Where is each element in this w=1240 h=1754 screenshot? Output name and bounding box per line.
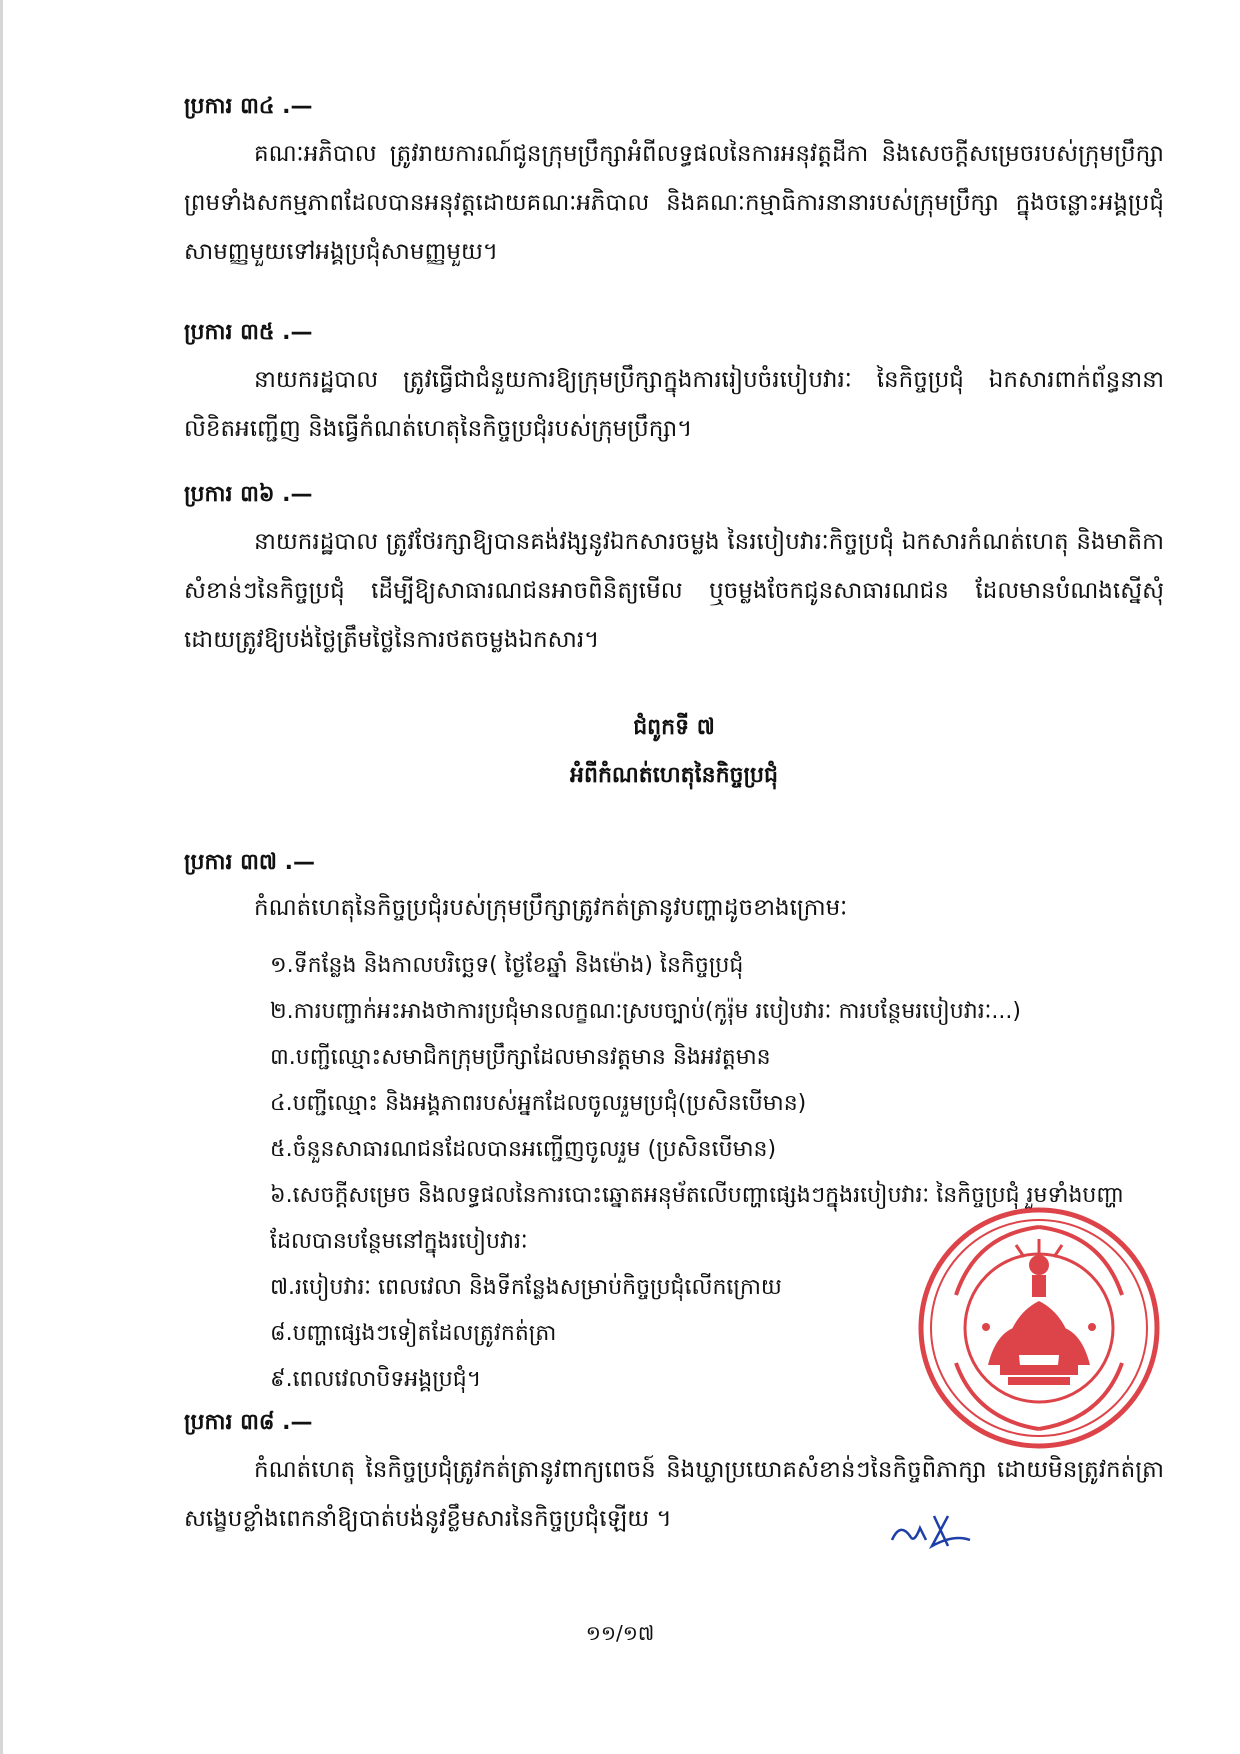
article-body: កំណត់ហេតុ នៃកិច្ចប្រជុំត្រូវកត់ត្រានូវពាក្យពេចន៍ និងឃ្លាប្រយោគសំខាន់ៗនៃកិច្ចពិភាក្សា ដោយមិនត្រូវកត់ត្រាសង្ខេបខ្លាំងពេកនាំឱ្យបាត់បង់នូវខ្លឹមសារនៃកិច្ចប្រជុំឡើយ ។ [184, 1457, 1164, 1532]
official-seal-icon [916, 1205, 1162, 1451]
page-left-edge [0, 0, 3, 1754]
list-item: ១.ទីកន្លែង និងកាលបរិច្ឆេទ( ថ្ងៃខែឆ្នាំ និងម៉ោង) នៃកិច្ចប្រជុំ [270, 953, 744, 978]
chapter-title: អំពីកំណត់ហេតុនៃកិច្ចប្រជុំ [570, 763, 778, 788]
list-item: ៩.ពេលវេលាបិទអង្គប្រជុំ។ [270, 1367, 482, 1392]
article-heading: ប្រការ ៣៧ .— [184, 850, 315, 875]
list-item: ២.ការបញ្ជាក់អះអាងថាការប្រជុំមានលក្ខណៈស្របច្បាប់(កូរ៉ុម របៀបវារៈ ការបន្ថែមរបៀបវារៈ...) [270, 999, 1021, 1024]
list-item: ៤.បញ្ជីឈ្មោះ និងអង្គភាពរបស់អ្នកដែលចូលរួមប្រជុំ(ប្រសិនបើមាន) [270, 1091, 807, 1116]
article-heading: ប្រការ ៣៨ .— [184, 1410, 313, 1435]
article-body: គណៈអភិបាល ត្រូវរាយការណ៍ជូនក្រុមប្រឹក្សាអំពីលទ្ធផលនៃការអនុវត្តដីកា និងសេចក្តីសម្រេចរបស់ក្រុមប្រឹក្សា ព្រមទាំងសកម្មភាពដែលបានអនុវត្តដោយគណៈអភិបាល និងគណៈកម្មាធិការនានារបស់ក្រុមប្រឹក្សា ក្នុងចន្លោះអង្គប្រជុំសាមញ្ញមួយទៅអង្គប្រជុំសាមញ្ញមួយ។ [184, 141, 1164, 265]
article-35 [184, 318, 1164, 454]
list-item: ៨.បញ្ហាផ្សេងៗទៀតដែលត្រូវកត់ត្រា [270, 1321, 557, 1346]
list-item: ៧.របៀបវារៈ ពេលវេលា និងទីកន្លែងសម្រាប់កិច្ចប្រជុំលើកក្រោយ [270, 1275, 782, 1300]
article-heading: ប្រការ ៣៤ .— [184, 94, 313, 119]
article-body: នាយករដ្ឋបាល ត្រូវថែរក្សាឱ្យបានគង់វង្សនូវឯកសារចម្លង នៃរបៀបវារៈកិច្ចប្រជុំ ឯកសារកំណត់ហេតុ និងមាតិកាសំខាន់ៗនៃកិច្ចប្រជុំ ដើម្បីឱ្យសាធារណជនអាចពិនិត្យមើល ឬចម្លងចែកជូនសាធារណជន ដែលមានបំណងស្នើសុំ ដោយត្រូវឱ្យបង់ថ្លៃត្រឹមថ្លៃនៃការថតចម្លងឯកសារ។ [184, 529, 1164, 653]
article-body: នាយករដ្ឋបាល ត្រូវធ្វើជាជំនួយការឱ្យក្រុមប្រឹក្សាក្នុងការរៀបចំរបៀបវារៈ នៃកិច្ចប្រជុំ ឯកសារពាក់ព័ន្ធនានា លិខិតអញ្ជើញ និងធ្វើកំណត់ហេតុនៃកិច្ចប្រជុំរបស់ក្រុមប្រឹក្សា។ [184, 367, 1164, 442]
chapter-number: ជំពូកទី ៧ [633, 715, 715, 740]
article-heading: ប្រការ ៣៥ .— [184, 320, 313, 345]
list-item: ៣.បញ្ជីឈ្មោះសមាជិកក្រុមប្រឹក្សាដែលមានវត្តមាន និងអវត្តមាន [270, 1045, 771, 1070]
list-item: ៦.សេចក្តីសម្រេច និងលទ្ធផលនៃការបោះឆ្នោតអនុម័តលើបញ្ហាផ្សេងៗក្នុងរបៀបវារៈ នៃកិច្ចប្រជុំ រួមទាំងបញ្ហាដែលបានបន្ថែមនៅក្នុងរបៀបវារៈ [270, 1183, 1124, 1254]
signature-initials-icon [888, 1510, 978, 1550]
article-heading: ប្រការ ៣៦ .— [184, 482, 313, 507]
article-36 [184, 480, 1164, 665]
page-number: ១១/១៧ [585, 1621, 655, 1645]
list-item: ៥.ចំនួនសាធារណជនដែលបានអញ្ជើញចូលរួម (ប្រសិនបើមាន) [270, 1137, 777, 1162]
article-34 [184, 92, 1164, 277]
article-intro: កំណត់ហេតុនៃកិច្ចប្រជុំរបស់ក្រុមប្រឹក្សាត្រូវកត់ត្រានូវបញ្ហាដូចខាងក្រោមៈ [254, 895, 848, 921]
